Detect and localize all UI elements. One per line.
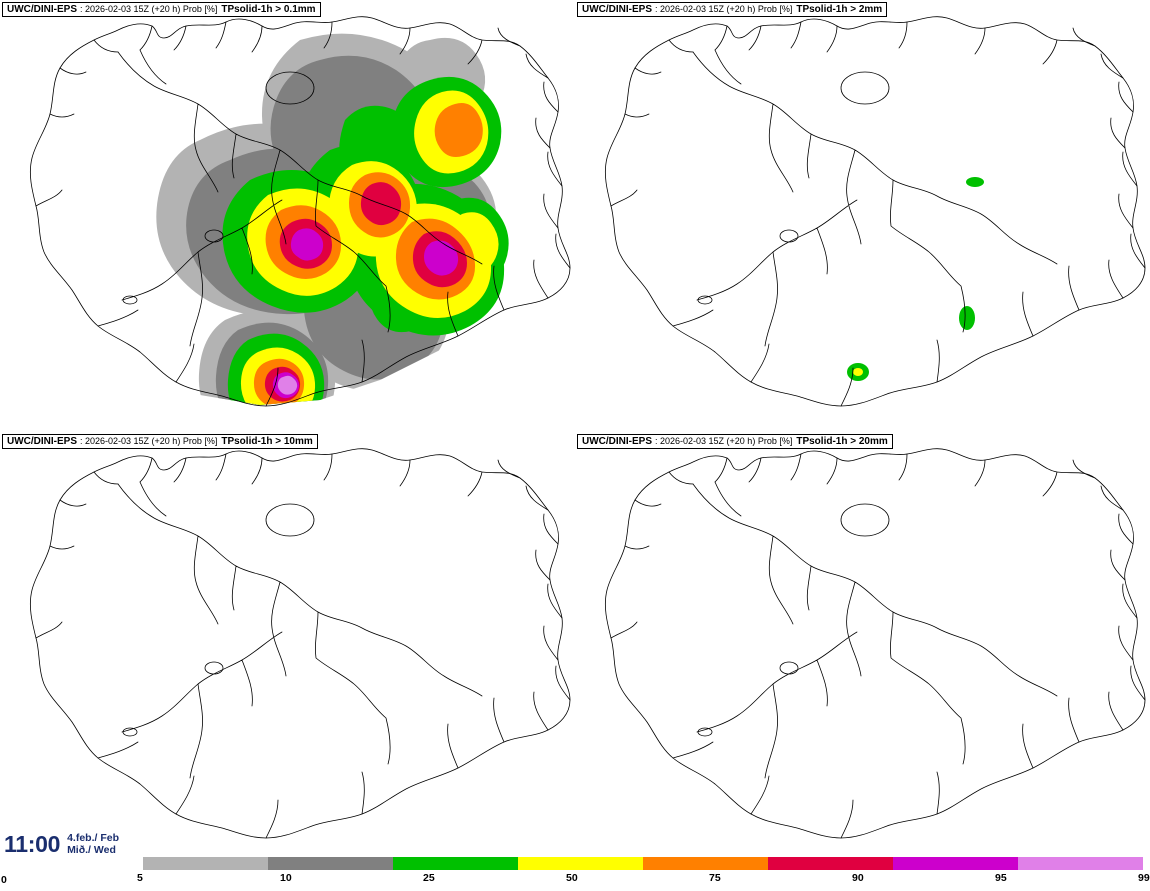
panel-model-label-3: UWC/DINI-EPS — [582, 435, 652, 447]
colorbar-segment-2 — [393, 857, 518, 870]
valid-date-line2: Mið./ Wed — [67, 844, 116, 856]
colorbar-tick-10: 10 — [280, 872, 292, 884]
colorbar-tick-25: 25 — [423, 872, 435, 884]
map-canvas-3 — [575, 432, 1150, 864]
colorbar-tick-5: 5 — [137, 872, 143, 884]
colorbar-tick-90: 90 — [852, 872, 864, 884]
colorbar-tick-50: 50 — [566, 872, 578, 884]
map-panel-1[interactable] — [575, 0, 1150, 432]
panel-param-label-1: TPsolid-1h > 2mm — [796, 3, 883, 15]
colorbar-segment-5 — [768, 857, 893, 870]
panel-title-3 — [577, 434, 893, 449]
valid-time-clock: 11:00 — [4, 830, 61, 857]
panel-model-label-1: UWC/DINI-EPS — [582, 3, 652, 15]
colorbar-segment-7 — [1018, 857, 1143, 870]
colorbar-segment-0 — [143, 857, 268, 870]
colorbar-zero-label: 0 — [1, 874, 7, 886]
map-panel-2[interactable] — [0, 432, 575, 864]
colorbar-segment-3 — [518, 857, 643, 870]
map-canvas-1 — [575, 0, 1150, 432]
panel-param-label-2: TPsolid-1h > 10mm — [221, 435, 313, 447]
panel-param-label-3: TPsolid-1h > 20mm — [796, 435, 888, 447]
map-canvas-0 — [0, 0, 575, 432]
colorbar-tick-75: 75 — [709, 872, 721, 884]
panel-run-label-3: : 2026-02-03 15Z (+20 h) Prob [%] — [655, 435, 793, 446]
iceland-map-2 — [0, 432, 575, 864]
colorbar-tick-95: 95 — [995, 872, 1007, 884]
valid-date-block — [67, 832, 119, 856]
iceland-map-3 — [575, 432, 1150, 864]
panel-model-label-0: UWC/DINI-EPS — [7, 3, 77, 15]
colorbar[interactable] — [0, 856, 1150, 891]
panel-run-label-1: : 2026-02-03 15Z (+20 h) Prob [%] — [655, 3, 793, 14]
panel-run-label-2: : 2026-02-03 15Z (+20 h) Prob [%] — [80, 435, 218, 446]
colorbar-segment-6 — [893, 857, 1018, 870]
valid-time-box — [0, 824, 140, 864]
panel-run-label-0: : 2026-02-03 15Z (+20 h) Prob [%] — [80, 3, 218, 14]
map-canvas-2 — [0, 432, 575, 864]
panel-title-1 — [577, 2, 887, 17]
panel-title-0 — [2, 2, 321, 17]
colorbar-segment-1 — [268, 857, 393, 870]
colorbar-strip — [143, 857, 1143, 870]
colorbar-tick-99: 99 — [1138, 872, 1150, 884]
map-panel-3[interactable] — [575, 432, 1150, 864]
panel-param-label-0: TPsolid-1h > 0.1mm — [221, 3, 316, 15]
iceland-map-1 — [575, 0, 1150, 432]
iceland-map-0 — [0, 0, 575, 432]
map-panel-0[interactable] — [0, 0, 575, 432]
panel-title-2 — [2, 434, 318, 449]
panel-model-label-2: UWC/DINI-EPS — [7, 435, 77, 447]
colorbar-segment-4 — [643, 857, 768, 870]
valid-date-line1: 4.feb./ Feb — [67, 832, 119, 844]
colorbar-tick-labels — [0, 872, 1150, 888]
